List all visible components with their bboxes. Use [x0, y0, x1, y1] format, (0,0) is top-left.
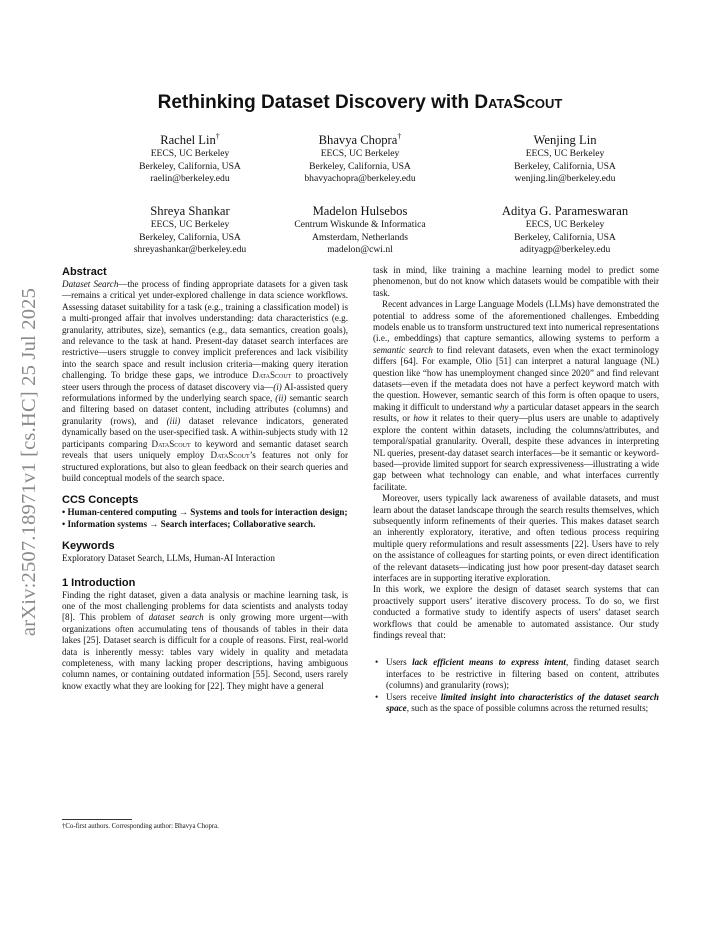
author-email[interactable]: madelon@cwi.nl: [327, 244, 393, 256]
author-card: [95, 200, 285, 257]
arxiv-stamp[interactable]: arXiv:2507.18971v1 [cs.HC] 25 Jul 2025: [18, 287, 40, 637]
author-email[interactable]: raelin@berkeley.edu: [150, 173, 230, 185]
author-location: Berkeley, California, USA: [514, 160, 616, 172]
author-card: [470, 129, 660, 186]
author-card: [95, 129, 285, 186]
author-card: [470, 200, 660, 257]
author-name-line: [265, 129, 455, 148]
paragraph: Recent advances in Large Language Models (LLMs) have demonstrated the potential to address some of the aforementioned challenges. Embedding models enable us to transform unstructured text into numerical representations (i.e., embeddings) that capture semantics, allowing systems to perform a semantic search to find relevant datasets, even when the exact terminology differs [64]. For example, Olio [51] can interpret a natural language (NL) question like “how has unemployment changed since 2020” and find relevant datasets—even if the metadata does not have a perfect keyword match with the question. However, semantic search of this form is often opaque to users, making it difficult to understand why a particular dataset appears in the search results, or how it relates to their query—plus users are unable to adaptively explore the content within datasets, including the columns/attributes, and temporal/spatial granularity. Overall, despite these advances in interpreting NL queries, present-day dataset search interfaces—be it semantic or keyword-based—provide limited support for search expressiveness—illustrating a wide gap between what technology can enable, and what interfaces currently facilitate.: [373, 299, 659, 492]
abstract-text: Dataset Search—the process of finding appropriate datasets for a given task—remains a critical yet under-explored challenge in data science workflows. Assessing dataset suitability for a task (e.g., training a classification model) is a multi-pronged affair that involves understanding: data characteristics (e.g. granularity, attributes, size), semantics (e.g., data semantics, creation goals), and relevance to the task at hand. Present-day dataset search interfaces are restrictive—users struggle to convey implicit preferences and lack visibility into the search space and result inclusion criteria—making query iteration challenging. To bridge these gaps, we introduce DataScout to proactively steer users through the process of dataset discovery via—(i) AI-assisted query reformulations informed by the underlying search space, (ii) semantic search and filtering based on dataset content, including attributes (columns) and granularity (rows), and (iii) dataset relevance indicators, generated dynamically based on the user-specified task. A within-subjects study with 12 participants comparing DataScout to keyword and semantic dataset search reveals that users uniquely employ DataScout’s features not only for structured explorations, but also to glean feedback on their search queries and build conceptual models of the search space.: [62, 279, 349, 483]
author-name: Madelon Hulsebos: [312, 204, 408, 219]
author-card: [265, 129, 455, 186]
author-affiliation: EECS, UC Berkeley: [150, 219, 230, 231]
findings-list: [373, 657, 659, 714]
author-email[interactable]: adityagp@berkeley.edu: [519, 244, 611, 256]
author-location: Berkeley, California, USA: [309, 160, 411, 172]
ccs-heading: CCS Concepts: [62, 494, 139, 507]
paragraph: In this work, we explore the design of dataset search systems that can proactively support users’ iterative discovery process. To do so, we first conducted a formative study to identify aspects of users’ dataset search workflows that could be amenable to automated assistance. Our study findings reveal that:: [373, 584, 659, 640]
list-item: • Users receive limited insight into characteristics of the dataset search space, such as the space of possible columns across the returned results;: [375, 691, 659, 714]
abstract-heading: Abstract: [62, 266, 107, 278]
author-email[interactable]: wenjing.lin@berkeley.edu: [514, 173, 616, 185]
author-name-line: [95, 200, 285, 219]
footnote-rule: [62, 819, 132, 820]
paper-title: Rethinking Dataset Discovery with DataScout: [157, 92, 563, 113]
author-name-line: [470, 129, 660, 148]
left-column: [62, 265, 348, 692]
author-location: Berkeley, California, USA: [139, 231, 241, 243]
author-name: Aditya G. Parameswaran: [501, 204, 629, 219]
author-location: Berkeley, California, USA: [514, 231, 616, 243]
author-name-line: [95, 129, 285, 148]
author-name-line: [470, 200, 660, 219]
author-affiliation: EECS, UC Berkeley: [320, 148, 400, 160]
author-name: Shreya Shankar: [150, 204, 230, 219]
author-name-line: [265, 200, 455, 219]
author-affiliation: EECS, UC Berkeley: [525, 148, 605, 160]
list-item: • Users lack efficient means to express intent, finding dataset search interfaces to be restrictive in filtering based on content, attributes (columns) and granularity (rows);: [375, 657, 659, 691]
intro-paragraph: Finding the right dataset, given a data analysis or machine learning task, is one of the most challenging problems for data scientists and analysts today [8]. This problem of dataset search is only growing more urgent—with organizations often accumulating tens of thousands of tables in their data lakes [25]. Dataset search is difficult for a couple of reasons. First, real-world data is inherently messy: tables vary widely in quality and metadata completeness, with many lacking proper descriptions, having ambiguous column names, or containing outdated information [55]. Second, users rarely know exactly what they are looking for [22]. They might have a general: [62, 589, 348, 691]
footnote: †Co-first authors. Corresponding author: Bhavya Chopra.: [62, 823, 219, 830]
author-location: Amsterdam, Netherlands: [312, 231, 408, 243]
author-name: Wenjing Lin: [533, 133, 597, 148]
paragraph: task in mind, like training a machine learning model to predict some phenomenon, but do not know which datasets would be compatible with their task.: [373, 265, 659, 298]
author-affiliation: EECS, UC Berkeley: [150, 148, 230, 160]
footnote-mark: †: [397, 132, 402, 141]
author-card: [265, 200, 455, 257]
right-column: [373, 265, 659, 714]
system-name: DataScout: [474, 92, 563, 113]
section-heading-introduction: 1 Introduction: [62, 576, 136, 589]
author-affiliation: Centrum Wiskunde & Informatica: [294, 219, 426, 231]
paragraph: Moreover, users typically lack awareness of available datasets, and must learn about the dataset landscape through the search results themselves, which subsequently inform refinements of their queries. This makes dataset search an inherently exploratory, iterative, and often tedious process requiring multiple query reformulations and result assessments [22]. Users have to rely on the assistance of colleagues for starting points, or even direct identification of the relevant datasets—indicating just how poor present-day dataset search interfaces are in supporting iterative exploration.: [373, 493, 659, 583]
author-location: Berkeley, California, USA: [139, 160, 241, 172]
author-email[interactable]: bhavyachopra@berkeley.edu: [304, 173, 416, 185]
footnote-mark: †: [215, 132, 220, 141]
ccs-concepts: • Human-centered computing → Systems and tools for interaction design; • Information systems → Search interfaces; Collaborative search.: [62, 507, 348, 529]
author-email[interactable]: shreyashankar@berkeley.edu: [133, 244, 247, 256]
keywords-text: Exploratory Dataset Search, LLMs, Human-AI Interaction: [62, 553, 275, 564]
author-name: Rachel Lin: [160, 133, 216, 148]
author-affiliation: EECS, UC Berkeley: [525, 219, 605, 231]
author-name: Bhavya Chopra: [318, 133, 398, 148]
keywords-heading: Keywords: [62, 540, 115, 553]
